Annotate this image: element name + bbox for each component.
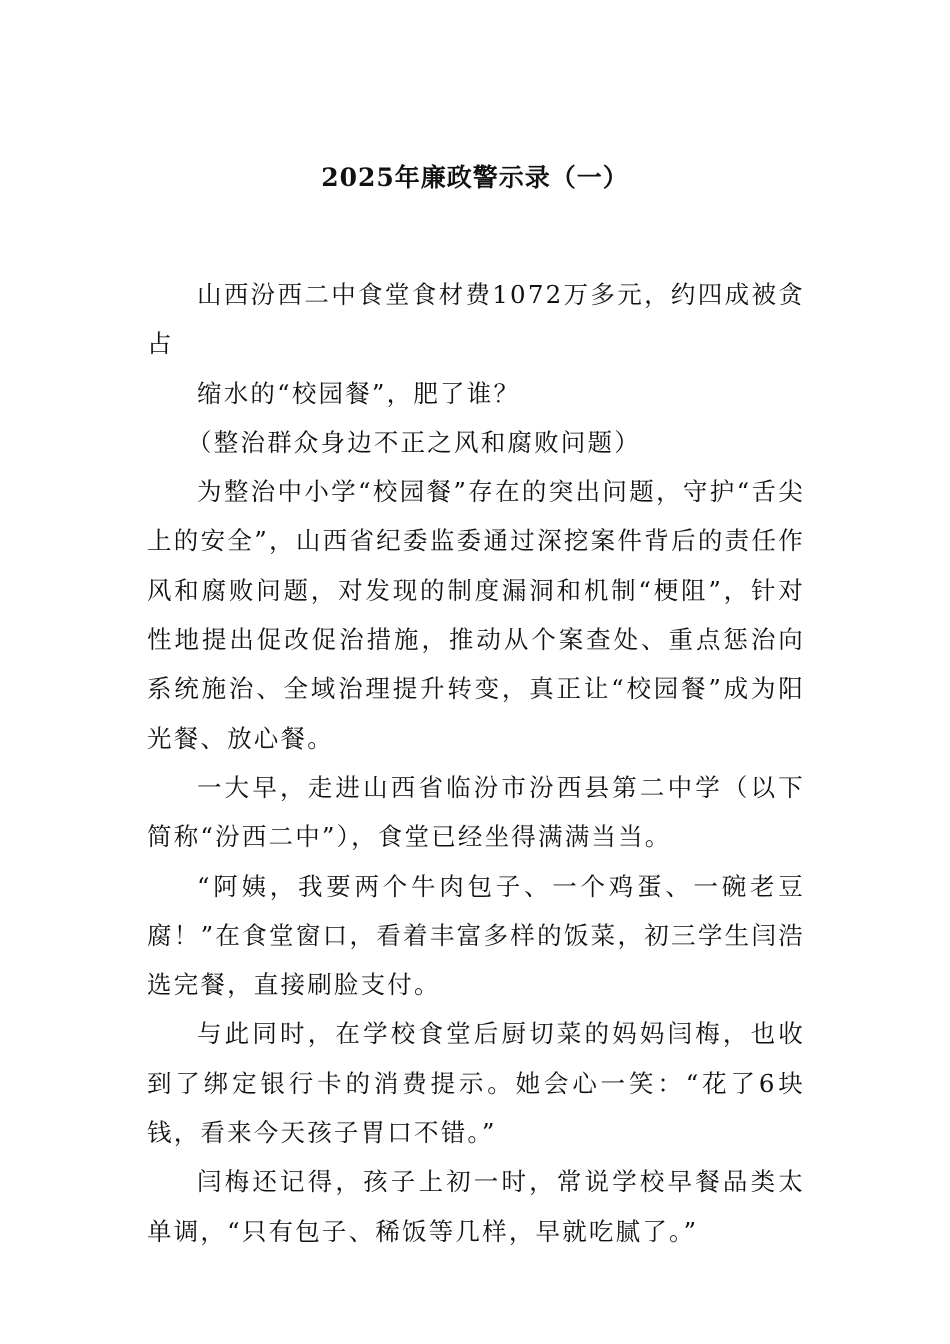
paragraph: “阿姨，我要两个牛肉包子、一个鸡蛋、一碗老豆腐！”在食堂窗口，看着丰富多样的饭菜，初三学生闫浩选完餐，直接刷脸支付。 — [147, 871, 805, 1000]
headline: 山西汾西二中食堂食材费1072万多元，约四成被贪占 — [147, 280, 805, 359]
subheadline: 缩水的“校园餐”，肥了谁？ — [197, 378, 521, 408]
column-label: （整治群众身边不正之风和腐败问题） — [187, 427, 641, 457]
document-body — [147, 270, 805, 1256]
document-title: 2025年廉政警示录（一） — [321, 163, 629, 192]
paragraph: 闫梅还记得，孩子上初一时，常说学校早餐品类太单调，“只有包子、稀饭等几样，早就吃腻了。” — [147, 1167, 805, 1246]
paragraph: 一大早，走进山西省临汾市汾西县第二中学（以下简称“汾西二中”），食堂已经坐得满满当当。 — [147, 772, 805, 852]
paragraph: 为整治中小学“校园餐”存在的突出问题，守护“舌尖上的安全”，山西省纪委监委通过深挖案件背后的责任作风和腐败问题，对发现的制度漏洞和机制“梗阻”，针对性地提出促改促治措施，推动从个案查处、重点惩治向系统施治、全域治理提升转变，真正让“校园餐”成为阳光餐、放心餐。 — [147, 477, 805, 753]
paragraph: 与此同时，在学校食堂后厨切菜的妈妈闫梅，也收到了绑定银行卡的消费提示。她会心一笑：“花了6块钱，看来今天孩子胃口不错。” — [147, 1019, 805, 1148]
